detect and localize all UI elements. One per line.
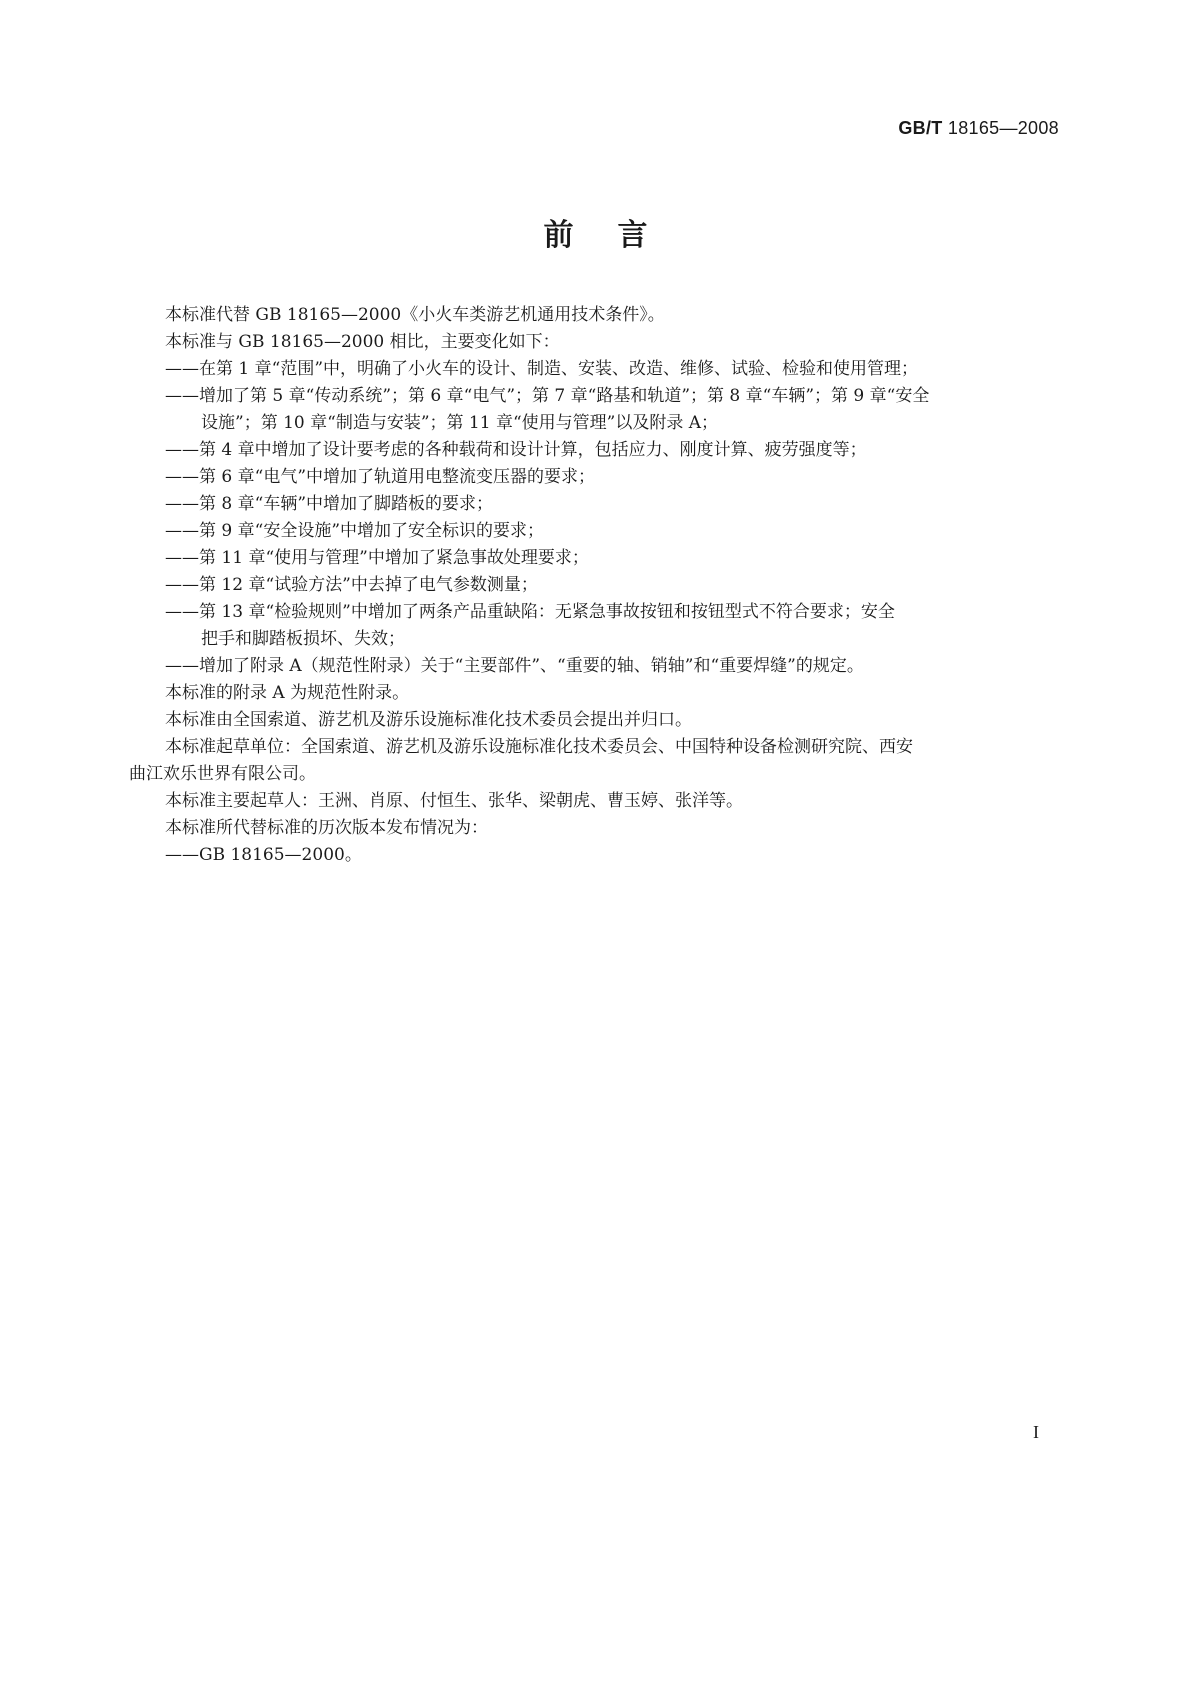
document-code-number: 18165—2008	[947, 118, 1059, 138]
list-item: ——增加了附录 A（规范性附录）关于“主要部件”、“重要的轴、销轴”和“重要焊缝”的规定。	[165, 656, 864, 676]
list-item: ——第 9 章“安全设施”中增加了安全标识的要求；	[165, 521, 545, 541]
document-code-prefix: GB/T	[898, 118, 943, 138]
list-item: ——在第 1 章“范围”中，明确了小火车的设计、制造、安装、改造、维修、试验、检验和使用管理；	[165, 359, 919, 379]
document-code	[898, 118, 1059, 139]
list-item: ——第 4 章中增加了设计要考虑的各种载荷和设计计算，包括应力、刚度计算、疲劳强度等；	[165, 440, 867, 460]
paragraph: 本标准所代替标准的历次版本发布情况为：	[165, 818, 488, 838]
paragraph: 本标准的附录 A 为规范性附录。	[165, 683, 410, 703]
list-item: ——第 8 章“车辆”中增加了脚踏板的要求；	[165, 494, 494, 514]
paragraph: 本标准代替 GB 18165—2000《小火车类游艺机通用技术条件》。	[165, 305, 665, 325]
list-item-continuation: 把手和脚踏板损坏、失效；	[201, 629, 405, 649]
list-item: ——第 11 章“使用与管理”中增加了紧急事故处理要求；	[165, 548, 589, 568]
page-number: I	[1033, 1422, 1039, 1442]
paragraph-continuation: 曲江欢乐世界有限公司。	[129, 764, 316, 784]
list-item: ——第 6 章“电气”中增加了轨道用电整流变压器的要求；	[165, 467, 596, 487]
list-item: ——第 13 章“检验规则”中增加了两条产品重缺陷：无紧急事故按钮和按钮型式不符合要求；安全	[165, 602, 895, 622]
page-title: 前言	[543, 218, 692, 253]
paragraph: 本标准主要起草人：王洲、肖原、付恒生、张华、梁朝虎、曹玉婷、张洋等。	[165, 791, 743, 811]
list-item: ——第 12 章“试验方法”中去掉了电气参数测量；	[165, 575, 538, 595]
document-body	[129, 302, 1045, 869]
paragraph: 本标准起草单位：全国索道、游艺机及游乐设施标准化技术委员会、中国特种设备检测研究院、西安	[165, 737, 913, 757]
paragraph: 本标准与 GB 18165—2000 相比，主要变化如下：	[165, 332, 560, 352]
list-item: ——GB 18165—2000。	[165, 845, 362, 865]
list-item: ——增加了第 5 章“传动系统”；第 6 章“电气”；第 7 章“路基和轨道”；第 8 章“车辆”；第 9 章“安全	[165, 386, 930, 406]
paragraph: 本标准由全国索道、游艺机及游乐设施标准化技术委员会提出并归口。	[165, 710, 692, 730]
list-item-continuation: 设施”；第 10 章“制造与安装”；第 11 章“使用与管理”以及附录 A；	[201, 413, 719, 433]
